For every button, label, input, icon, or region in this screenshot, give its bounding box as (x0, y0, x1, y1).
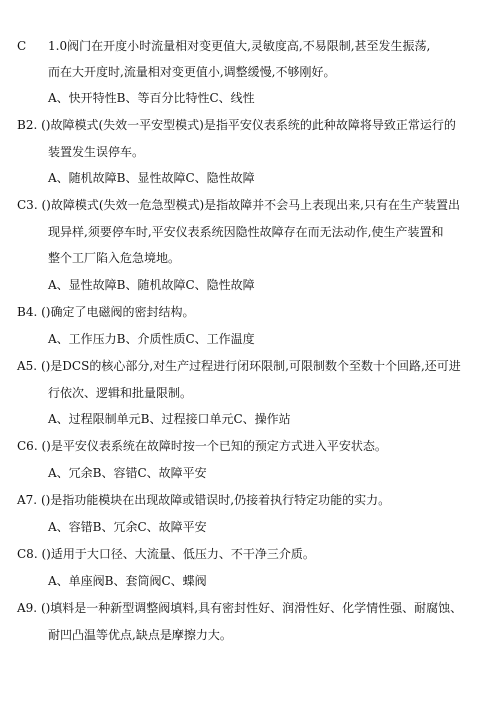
q3-text (17, 197, 460, 213)
q5-options: A、过程限制单元B、过程接口单元C、操作站 (48, 412, 291, 426)
q9-prefix: A9. (17, 601, 41, 615)
q5-text (17, 358, 461, 374)
q4-line-1: ()确定了电磁阀的密封结构。 (41, 305, 195, 319)
q7-prefix: A7. (17, 493, 41, 507)
q3-line-3: 整个工厂陷入危急境地。 (48, 251, 181, 265)
q1-text (48, 38, 430, 54)
q5-line-2: 行依次、逻辑和批量限制。 (48, 386, 193, 400)
q1-line-2: 而在大开度时,流量相对变更值小,调整缓慢,不够刚好。 (48, 65, 336, 79)
q2-options: A、随机故障B、显性故障C、隐性故障 (48, 171, 255, 185)
q7-options: A、容错B、冗余C、故障平安 (48, 520, 207, 534)
q3-prefix: C3. (17, 198, 42, 212)
q7-line-1: ()是指功能模块在出现故障或错误时,仍接着执行特定功能的实力。 (40, 493, 391, 507)
q1-number: 1. (48, 39, 60, 53)
q4-prefix: B4. (17, 305, 42, 319)
q3-line-1: ()故障模式(失效一危急型模式)是指故障并不会马上表现出来,只有在生产装置出 (41, 198, 460, 212)
q8-line-1: ()适用于大口径、大流量、低压力、不干净三介质。 (41, 547, 315, 561)
q4-options: A、工作压力B、介质性质C、工作温度 (48, 332, 255, 346)
q2-line-2: 装置发生误停车。 (48, 145, 145, 159)
q1-options: A、快开特性B、等百分比特性C、线性 (48, 91, 255, 105)
q8-prefix: C8. (17, 547, 42, 561)
q7-text (17, 492, 390, 508)
q6-options: A、冗余B、容错C、故障平安 (48, 466, 207, 480)
q6-text (17, 438, 387, 454)
q1-line-1: 0阀门在开度小时流量相对变更值大,灵敏度高,不易限制,甚至发生振荡, (59, 39, 431, 53)
q9-line-2: 耐凹凸温等优点,缺点是摩擦力大。 (48, 628, 232, 642)
q9-text (17, 600, 462, 616)
q3-options: A、显性故障B、随机故障C、隐性故障 (48, 278, 255, 292)
q2-prefix: B2. (17, 118, 42, 132)
q5-line-1: ()是DCS的核心部分,对生产过程进行闭环限制,可限制数个至数十个回路,还可进 (40, 359, 461, 373)
q8-options: A、单座阀B、套筒阀C、蝶阀 (48, 574, 207, 588)
q2-text (17, 117, 456, 133)
q9-line-1: ()填料是一种新型调整阀填料,具有密封性好、润滑性好、化学情性强、耐腐蚀、 (40, 601, 463, 615)
q8-text (17, 546, 315, 562)
q2-line-1: ()故障模式(失效一平安型模式)是指平安仪表系统的此种故障将导致正常运行的 (41, 118, 456, 132)
q5-prefix: A5. (17, 359, 41, 373)
q3-line-2: 现异样,须要停车时,平安仪表系统因隐性故障存在而无法动作,使生产装置和 (48, 225, 444, 239)
q1-answer: C (17, 39, 27, 53)
q6-prefix: C6. (17, 439, 42, 453)
q4-text (17, 304, 194, 320)
q6-line-1: ()是平安仪表系统在故障时按一个已知的预定方式进入平安状态。 (41, 439, 387, 453)
